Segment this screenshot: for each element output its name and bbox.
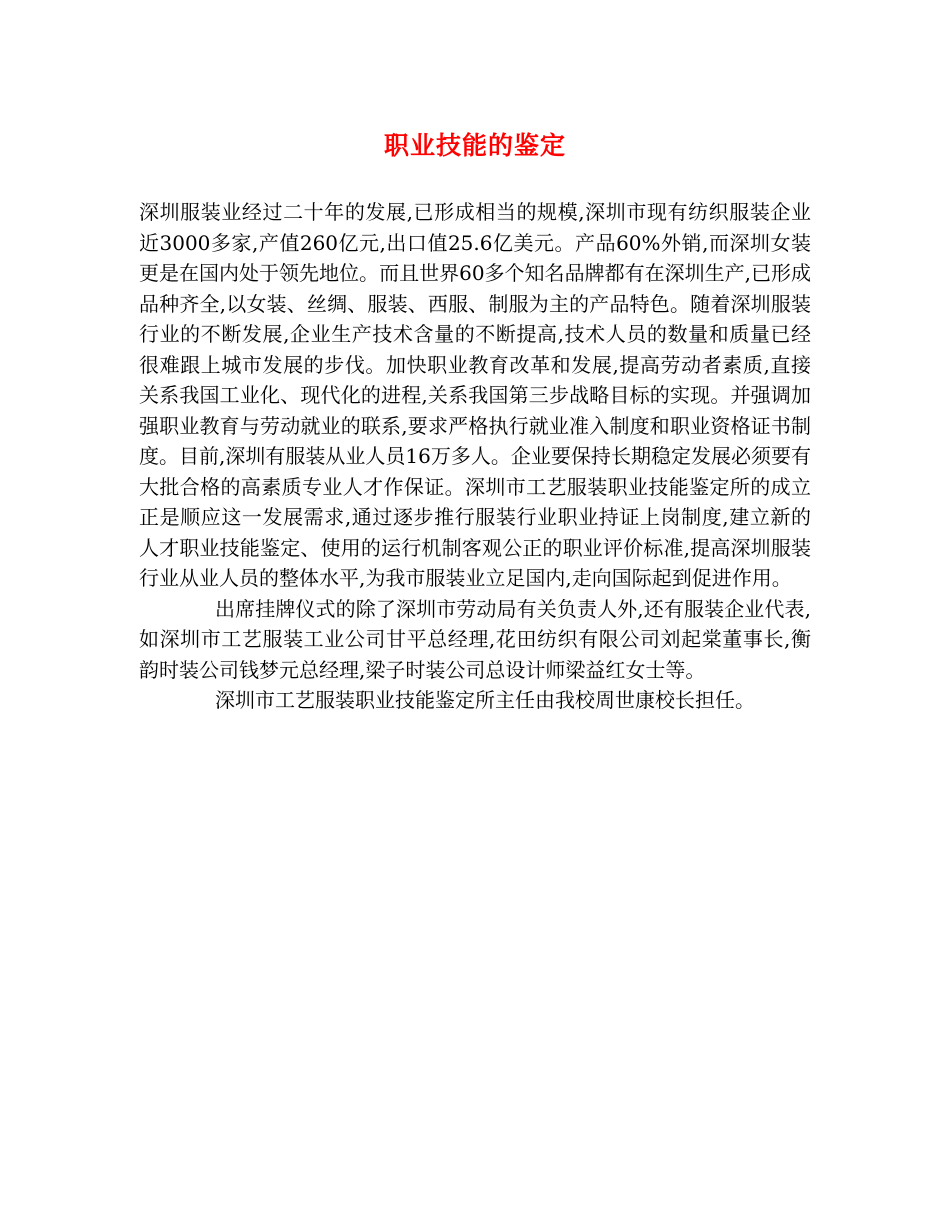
body-paragraph-2: 出席挂牌仪式的除了深圳市劳动局有关负责人外,还有服装企业代表,如深圳市工艺服装工业公司甘平总经理,花田纺织有限公司刘起棠董事长,衡韵时装公司钱梦元总经理,梁子时装公司总设计师梁益红女士等。: [139, 596, 811, 682]
document-body: [139, 197, 811, 716]
body-paragraph-3: 深圳市工艺服装职业技能鉴定所主任由我校周世康校长担任。: [215, 688, 755, 712]
body-paragraph-1: 深圳服装业经过二十年的发展,已形成相当的规模,深圳市现有纺织服装企业近3000多家,产值260亿元,出口值25.6亿美元。产品60%外销,而深圳女装更是在国内处于领先地位。而且世界60多个知名品牌都有在深圳生产,已形成品种齐全,以女装、丝绸、服装、西服、制服为主的产品特色。随着深圳服装行业的不断发展,企业生产技术含量的不断提高,技术人员的数量和质量已经很难跟上城市发展的步伐。加快职业教育改革和发展,提高劳动者素质,直接关系我国工业化、现代化的进程,关系我国第三步战略目标的实现。并强调加强职业教育与劳动就业的联系,要求严格执行就业准入制度和职业资格证书制度。目前,深圳有服装从业人员16万多人。企业要保持长期稳定发展必须要有大批合格的高素质专业人才作保证。深圳市工艺服装职业技能鉴定所的成立正是顺应这一发展需求,通过逐步推行服装行业职业持证上岗制度,建立新的人才职业技能鉴定、使用的运行机制客观公正的职业评价标准,提高深圳服装行业从业人员的整体水平,为我市服装业立足国内,走向国际起到促进作用。: [139, 200, 811, 590]
document-title: 职业技能的鉴定: [383, 131, 566, 160]
